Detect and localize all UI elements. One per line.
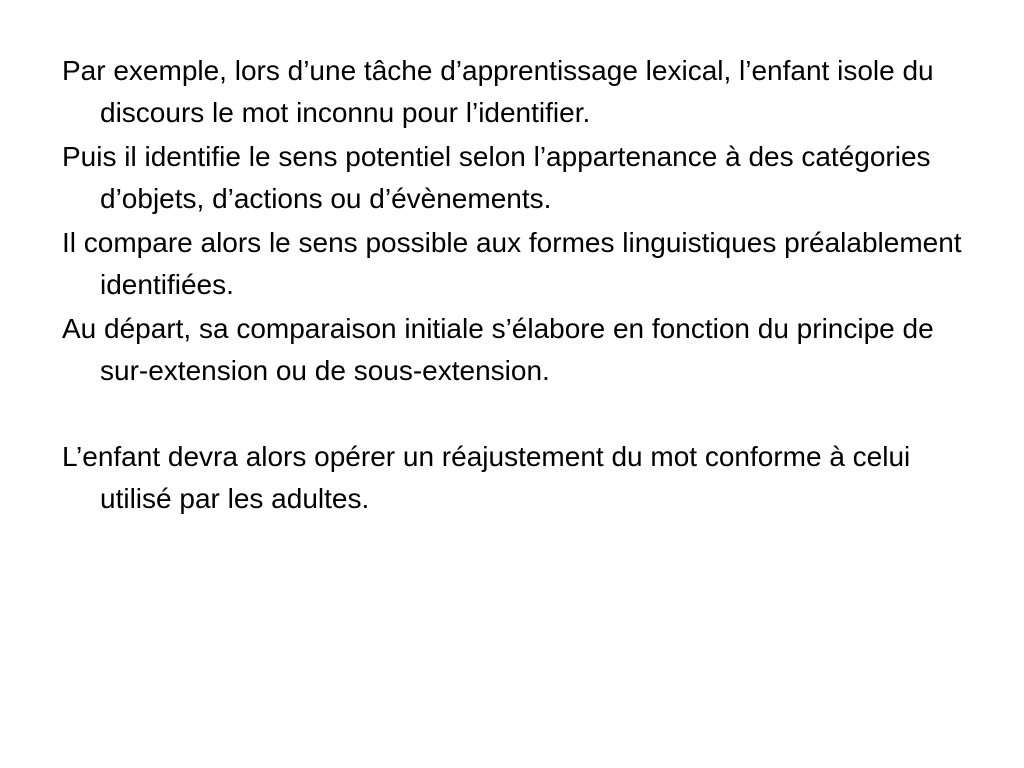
paragraph-4: Au départ, sa comparaison initiale s’élabore en fonction du principe de sur-extension ou de sous-extension. (62, 313, 934, 386)
paragraph-1: Par exemple, lors d’une tâche d’apprentissage lexical, l’enfant isole du discours le mot inconnu pour l’identifier. (62, 55, 934, 128)
paragraph-5: L’enfant devra alors opérer un réajustement du mot conforme à celui utilisé par les adultes. (62, 441, 911, 514)
paragraph-3: Il compare alors le sens possible aux formes linguistiques préalablement identifiées. (62, 227, 962, 300)
slide-body (62, 50, 962, 522)
paragraph-2: Puis il identifie le sens potentiel selon l’appartenance à des catégories d’objets, d’actions ou d’évènements. (62, 141, 931, 214)
